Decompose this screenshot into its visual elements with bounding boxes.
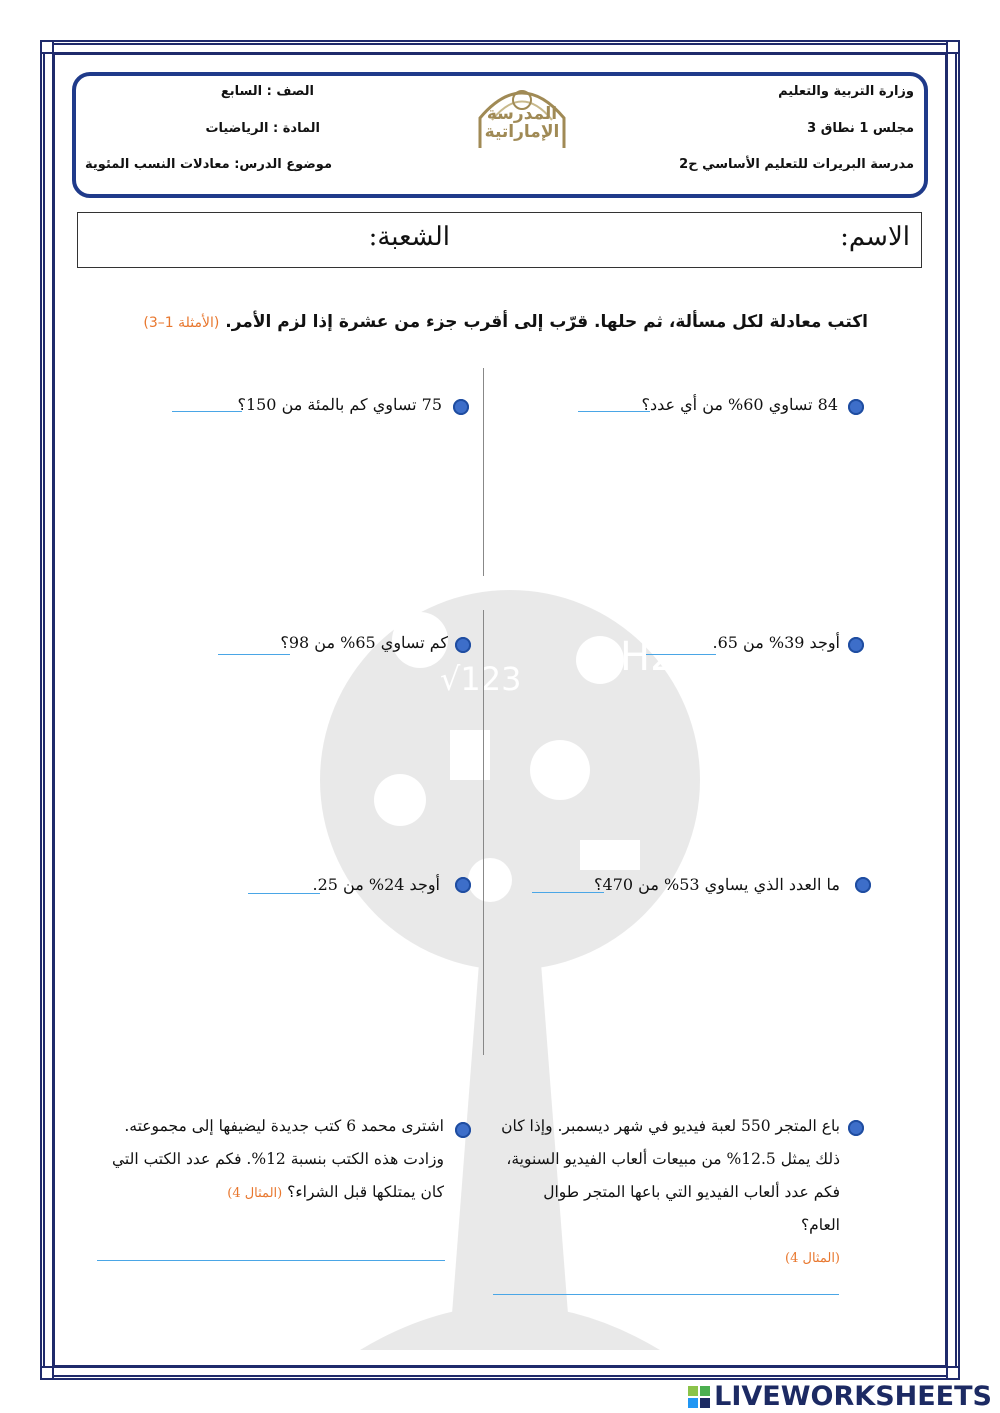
ministry-label: وزارة التربية والتعليم [778, 84, 914, 99]
question-2-answer-line[interactable] [172, 411, 242, 412]
question-8-example-note: (المثال 4) [227, 1186, 283, 1201]
question-bullet-icon [848, 637, 864, 653]
instructions [143, 312, 868, 332]
question-bullet-icon [455, 877, 471, 893]
question-bullet-icon [848, 1120, 864, 1136]
topic-label: موضوع الدرس: معادلات النسب المئوية [85, 157, 332, 172]
logo-text [460, 105, 584, 141]
question-bullet-icon [455, 1122, 471, 1138]
question-7-line: فكم عدد ألعاب الفيديو التي باعها المتجر طوال العام؟ [543, 1183, 840, 1234]
column-divider [483, 368, 484, 576]
footer-brand-text: LIVEWORKSHEETS [714, 1381, 992, 1412]
question-bullet-icon [848, 399, 864, 415]
question-6-text: أوجد 24% من 25. [312, 875, 440, 894]
question-1-answer-line[interactable] [578, 411, 650, 412]
question-1-text: 84 تساوي 60% من أي عدد؟ [641, 395, 838, 414]
question-7-answer-line[interactable] [493, 1294, 839, 1295]
instructions-text: اكتب معادلة لكل مسألة، ثم حلها. قرّب إلى أقرب جزء من عشرة إذا لزم الأمر. [225, 312, 868, 332]
student-info-box [77, 212, 922, 268]
council-label: مجلس 1 نطاق 3 [807, 121, 914, 136]
liveworksheets-logo-icon [688, 1386, 710, 1408]
subject-label: المادة : الرياضيات [205, 121, 320, 136]
question-8-line [104, 1176, 444, 1210]
question-3-text: أوجد 39% من 65. [712, 633, 840, 652]
question-8-line-text: كان يمتلكها قبل الشراء؟ [287, 1183, 444, 1201]
question-7-example-note: (المثال 4) [785, 1251, 840, 1266]
frame-corner [946, 1366, 960, 1380]
frame-corner [40, 40, 54, 54]
logo-text-line-1: المدرسة [486, 104, 558, 124]
question-bullet-icon [455, 637, 471, 653]
frame-corner [946, 40, 960, 54]
school-label: مدرسة البريرات للتعليم الأساسي ح2 [679, 157, 914, 172]
footer-brand [688, 1381, 992, 1412]
question-4-text: كم تساوي 65% من 98؟ [280, 633, 448, 652]
grade-label: الصف : السابع [220, 84, 314, 99]
question-5-answer-line[interactable] [532, 892, 604, 893]
question-8-line: وزادت هذه الكتب بنسبة 12%. فكم عدد الكتب التي [112, 1150, 444, 1168]
question-7-line: ذلك يمثل 12.5% من مبيعات ألعاب الفيديو السنوية، [506, 1150, 840, 1168]
question-2-text: 75 تساوي كم بالمئة من 150؟ [237, 395, 442, 414]
question-3-answer-line[interactable] [646, 654, 716, 655]
question-5-text: ما العدد الذي يساوي 53% من 470؟ [594, 875, 840, 894]
frame-corner [40, 1366, 54, 1380]
svg-text:√123: √123 [440, 660, 522, 698]
question-bullet-icon [855, 877, 871, 893]
question-6-answer-line[interactable] [248, 893, 320, 894]
question-4-answer-line[interactable] [218, 654, 290, 655]
section-label[interactable]: الشعبة: [368, 222, 450, 252]
question-7-text [500, 1110, 840, 1275]
instructions-examples-ref: (الأمثلة 1–3) [143, 315, 220, 331]
question-8-answer-line[interactable] [97, 1260, 445, 1261]
name-label[interactable]: الاسم: [840, 222, 910, 252]
question-bullet-icon [453, 399, 469, 415]
svg-text:H2: H2 [620, 634, 676, 680]
question-8-line: اشترى محمد 6 كتب جديدة ليضيفها إلى مجموعته. [124, 1117, 444, 1135]
column-divider [483, 610, 484, 1055]
question-8-text [104, 1110, 444, 1210]
question-7-line: باع المتجر 550 لعبة فيديو في شهر ديسمبر. وإذا كان [501, 1117, 840, 1135]
logo-text-line-2: الإماراتية [484, 122, 560, 142]
